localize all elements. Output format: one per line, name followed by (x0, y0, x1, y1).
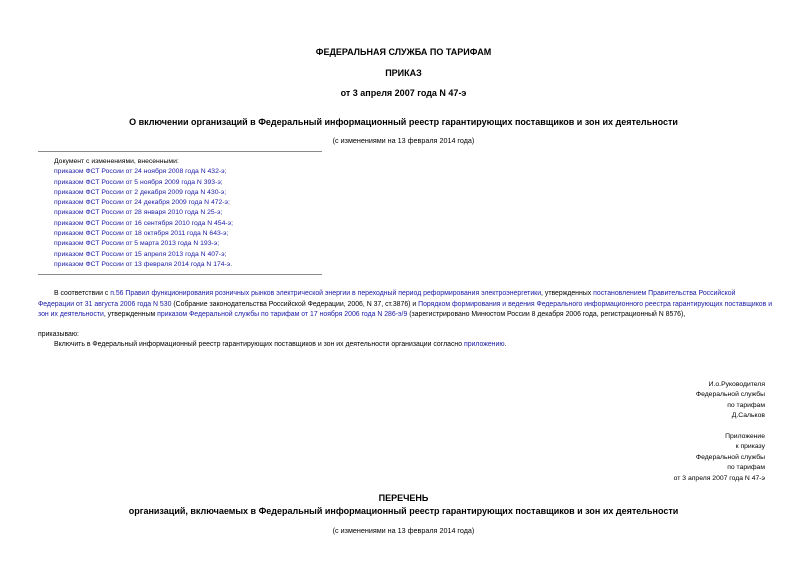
fst-order-link[interactable]: приказом Федеральной службы по тарифам от 17 ноября 2006 года N 286-э/9 (157, 311, 408, 318)
divider-bottom (38, 274, 322, 275)
changes-list (54, 157, 233, 270)
doc-date-number: от 3 апреля 2007 года N 47-э (340, 88, 467, 98)
preamble-paragraph: В соответствии с п.56 Правил функционирования розничных рынков электрической энергии в переходный период реформирования электроэнергетики, утвержденных постановлением Правительства Российской Федерации от 31 августа 2006 года N 530 (Собрание законодательства Российской Федерации, 2006, N 37, ст.3876) и Порядком формирования и ведения Федерального информационного реестра гарантирующих поставщиков и зон их деятельности, утвержденным приказом Федеральной службы по тарифам от 17 ноября 2006 года N 286-э/9 (зарегистрировано Минюстом России 8 декабря 2006 года, регистрационный N 8576), (38, 290, 773, 318)
change-link[interactable]: приказом ФСТ России от 24 декабря 2009 года N 472-э; (54, 199, 230, 207)
change-link[interactable]: приказом ФСТ России от 5 ноября 2009 года N 393-э; (54, 178, 223, 186)
change-link[interactable]: приказом ФСТ России от 5 марта 2013 года N 193-э; (54, 240, 220, 248)
change-link[interactable]: приказом ФСТ России от 2 декабря 2009 года N 430-э; (54, 188, 227, 196)
page-title: О включении организаций в Федеральный информационный реестр гарантирующих поставщиков и зон их деятельности (129, 117, 678, 127)
divider-top (38, 151, 322, 152)
list-changes-note: (с изменениями на 13 февраля 2014 года) (332, 526, 475, 535)
changes-intro: Документ с изменениями, внесенными: (54, 158, 179, 165)
change-link[interactable]: приказом ФСТ России от 13 февраля 2014 года N 174-э. (54, 260, 233, 268)
order-paragraph: Включить в Федеральный информационный реестр гарантирующих поставщиков и зон их деятельности организации согласно приложению. (54, 341, 507, 348)
signatory-name: Д.Сальков (731, 412, 765, 420)
doc-type: ПРИКАЗ (385, 68, 422, 78)
change-link[interactable]: приказом ФСТ России от 15 апреля 2013 года N 407-э; (54, 250, 227, 258)
rules-link[interactable]: п.56 Правил функционирования розничных рынков электрической энергии в переходный период реформирования электроэнергетики (110, 290, 542, 297)
change-link[interactable]: приказом ФСТ России от 18 октября 2011 года N 643-э; (54, 230, 229, 238)
list-subtitle: организаций, включаемых в Федеральный информационный реестр гарантирующих поставщиков и зон их деятельности (128, 506, 679, 516)
government-decree-link[interactable]: постановлением Правительства Российской Федерации от 31 августа 2006 года N 530 (38, 290, 736, 308)
change-link[interactable]: приказом ФСТ России от 24 ноября 2008 года N 432-э; (54, 168, 227, 176)
procedure-link[interactable]: Порядком формирования и ведения Федерального информационного реестра гарантирующих поставщиков и зон их деятельности (38, 300, 773, 318)
appendix-block: Приложение к приказу Федеральной службы по тарифам от 3 апреля 2007 года N 47-э (673, 433, 765, 482)
agency-name: ФЕДЕРАЛЬНАЯ СЛУЖБА ПО ТАРИФАМ (315, 47, 492, 57)
orders-word: приказываю: (38, 331, 79, 338)
appendix-link[interactable]: приложению (463, 341, 505, 348)
change-link[interactable]: приказом ФСТ России от 28 января 2010 года N 25-э; (54, 209, 223, 217)
signature-block: И.о.Руководителя Федеральной службы по тарифам Д.Сальков (696, 380, 765, 422)
list-title: ПЕРЕЧЕНЬ (378, 493, 429, 503)
change-link[interactable]: приказом ФСТ России от 16 сентября 2010 года N 454-э; (54, 219, 233, 227)
changes-note: (с изменениями на 13 февраля 2014 года) (332, 136, 475, 145)
